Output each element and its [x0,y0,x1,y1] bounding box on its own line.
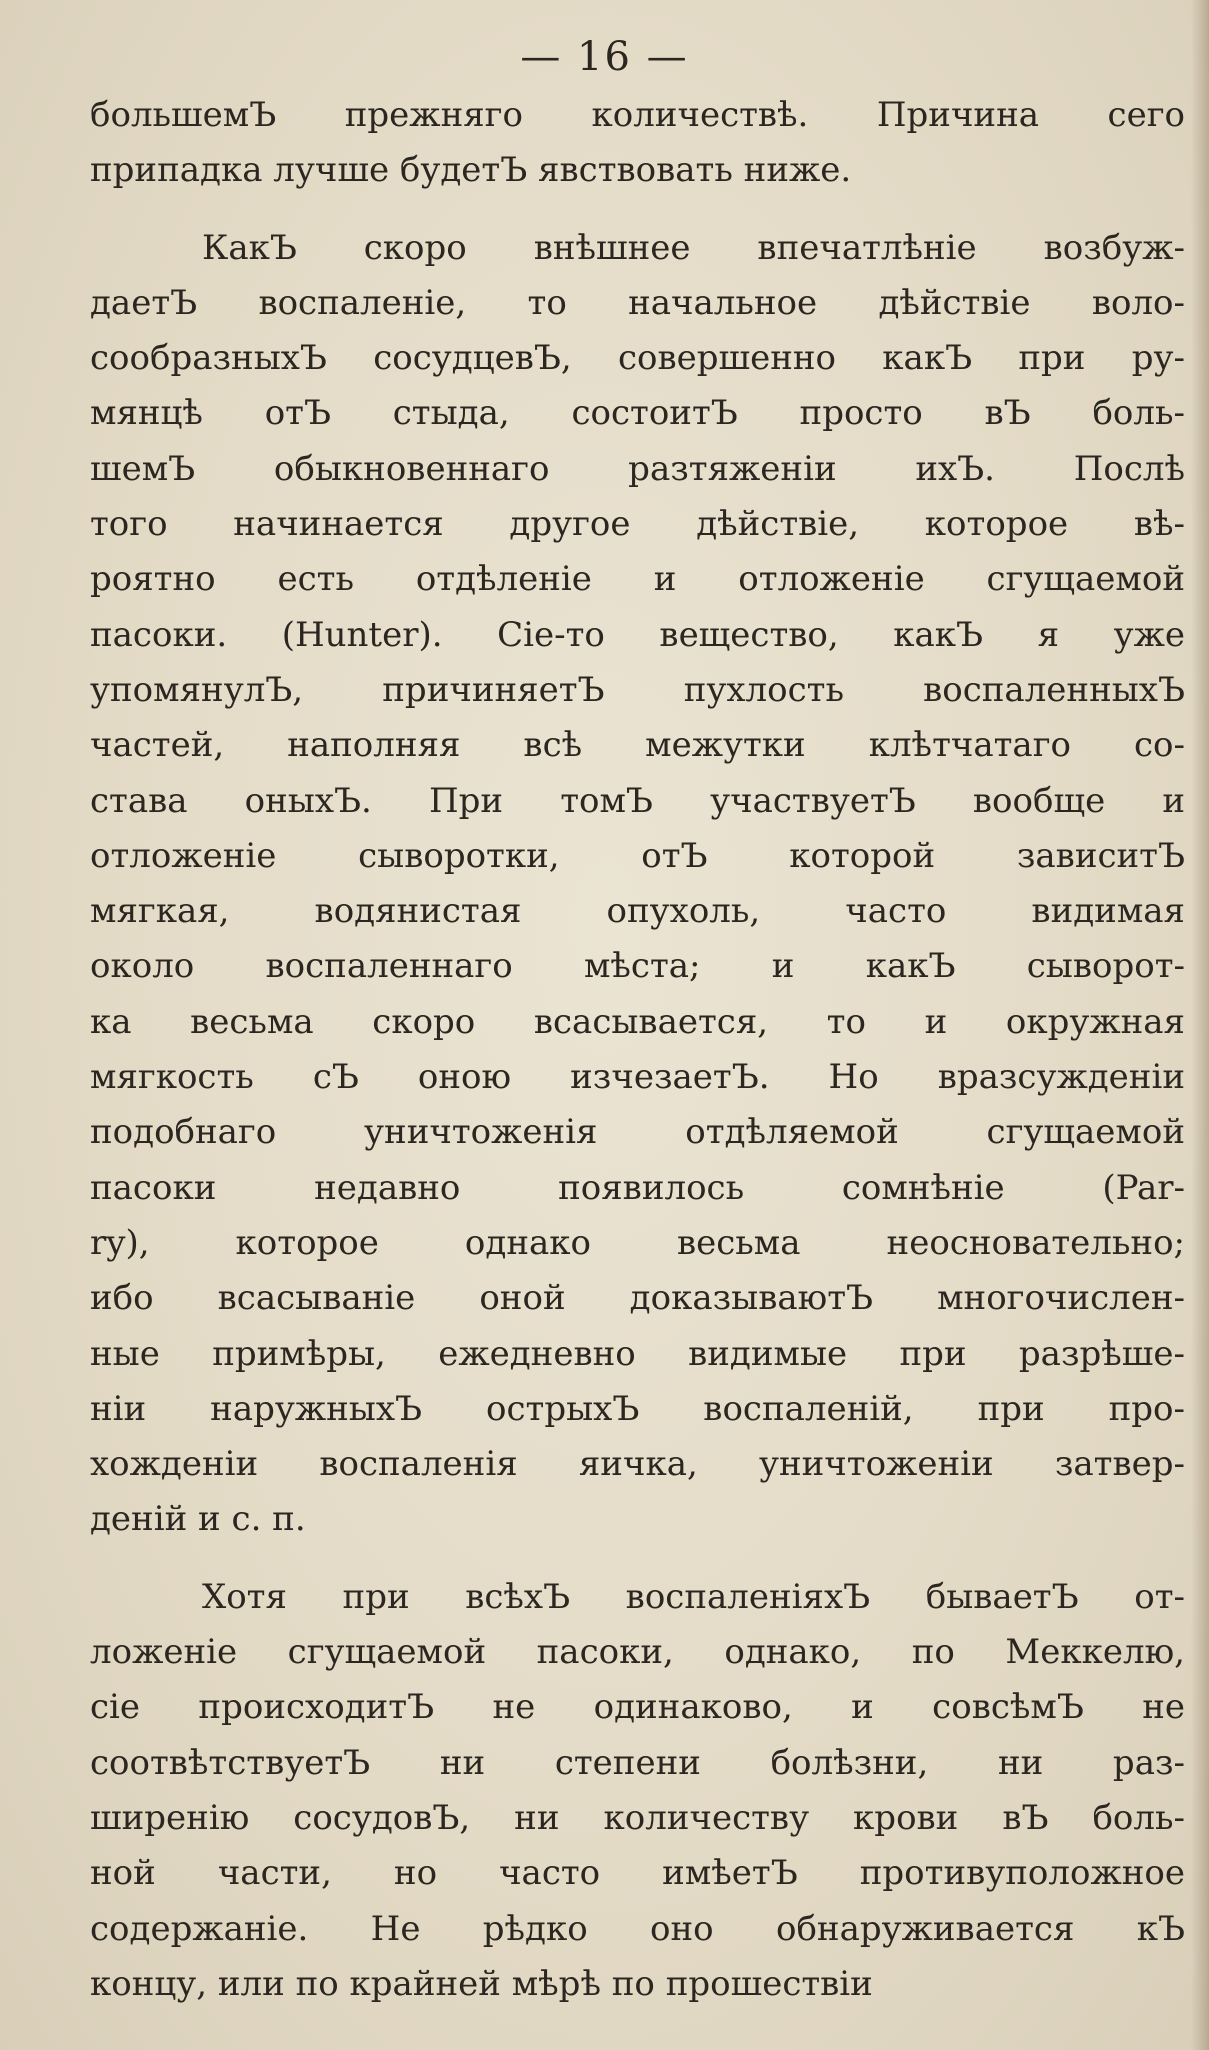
text-line: упомянулЪ, причиняетЪ пухлость воспаленныхЪ [90,669,1185,710]
text-line: пасоки. (Hunter). Сіе-то вещество, какЪ я уже [90,614,1185,655]
text-line: сіе происходитЪ не одинаково, и совсѣмЪ не [90,1687,1185,1728]
text-line: содержаніе. Не рѣдко оно обнаруживается кЪ [90,1908,1185,1949]
text-line: КакЪ скоро внѣшнее впечатлѣніе возбуж- [202,227,1185,268]
text-line: става оныхЪ. При томЪ участвуетЪ вообще и [90,780,1185,821]
text-line: мягкая, водянистая опухоль, часто видимая [90,891,1185,932]
text-line: даетЪ воспаленіе, то начальное дѣйствіе воло- [90,282,1185,323]
text-block [90,88,1185,2012]
text-line: большемЪ прежняго количествѣ. Причина сего [90,95,1185,135]
paragraph [90,1570,1185,2012]
text-line: ry), которое однако весьма неосновательно; [90,1222,1185,1263]
paragraph-gap [90,1548,1185,1570]
text-line: шемЪ обыкновеннаго разтяженіи ихЪ. Послѣ [90,448,1185,489]
page-edge [1191,0,1209,2050]
text-line: отложеніе сыворотки, отЪ которой зависитЪ [90,835,1185,876]
text-line: частей, наполняя всѣ межутки клѣтчатаго со- [90,725,1185,766]
text-line: деній и с. п. [90,1499,306,1540]
text-line: припадка лучше будетЪ явствовать ниже. [90,150,852,191]
text-line: хожденіи воспаленія яичка, уничтоженіи затвер- [90,1444,1185,1485]
text-line: ной части, но часто имѣетЪ противуположное [90,1853,1185,1894]
text-line: ніи наружныхЪ острыхЪ воспаленій, при про- [90,1388,1185,1429]
text-line: ные примѣры, ежедневно видимые при разрѣше- [90,1333,1185,1374]
text-line: ка весьма скоро всасывается, то и окружная [90,1001,1185,1042]
text-line: концу, или по крайней мѣрѣ по прошествіи [90,1963,873,2004]
text-line: мягкость сЪ оною изчезаетЪ. Но вразсужденіи [90,1057,1185,1098]
text-line: мянцѣ отЪ стыда, состоитЪ просто вЪ боль- [90,393,1185,434]
text-line: подобнаго уничтоженія отдѣляемой сгущаемой [90,1112,1185,1153]
paragraph [90,88,1185,199]
page-number: — 16 — [520,34,689,80]
text-line: ширенію сосудовЪ, ни количеству крови вЪ боль- [90,1797,1185,1838]
text-line: сообразныхЪ сосудцевЪ, совершенно какЪ при ру- [90,338,1185,379]
text-line: Хотя при всѣхЪ воспаленіяхЪ бываетЪ от- [202,1576,1185,1617]
paragraph-gap [90,199,1185,221]
text-line: пасоки недавно появилось сомнѣніе (Par- [90,1167,1185,1208]
text-line: роятно есть отдѣленіе и отложеніе сгущаемой [90,559,1185,600]
text-line: ибо всасываніе оной доказываютЪ многочислен- [90,1278,1185,1319]
text-line: ложеніе сгущаемой пасоки, однако, по Меккелю, [90,1632,1185,1673]
text-line: того начинается другое дѣйствіе, которое вѣ- [90,504,1185,545]
paragraph [90,221,1185,1548]
text-line: соотвѣтствуетЪ ни степени болѣзни, ни раз- [90,1742,1185,1783]
text-line: около воспаленнаго мѣста; и какЪ сыворот- [90,946,1185,987]
